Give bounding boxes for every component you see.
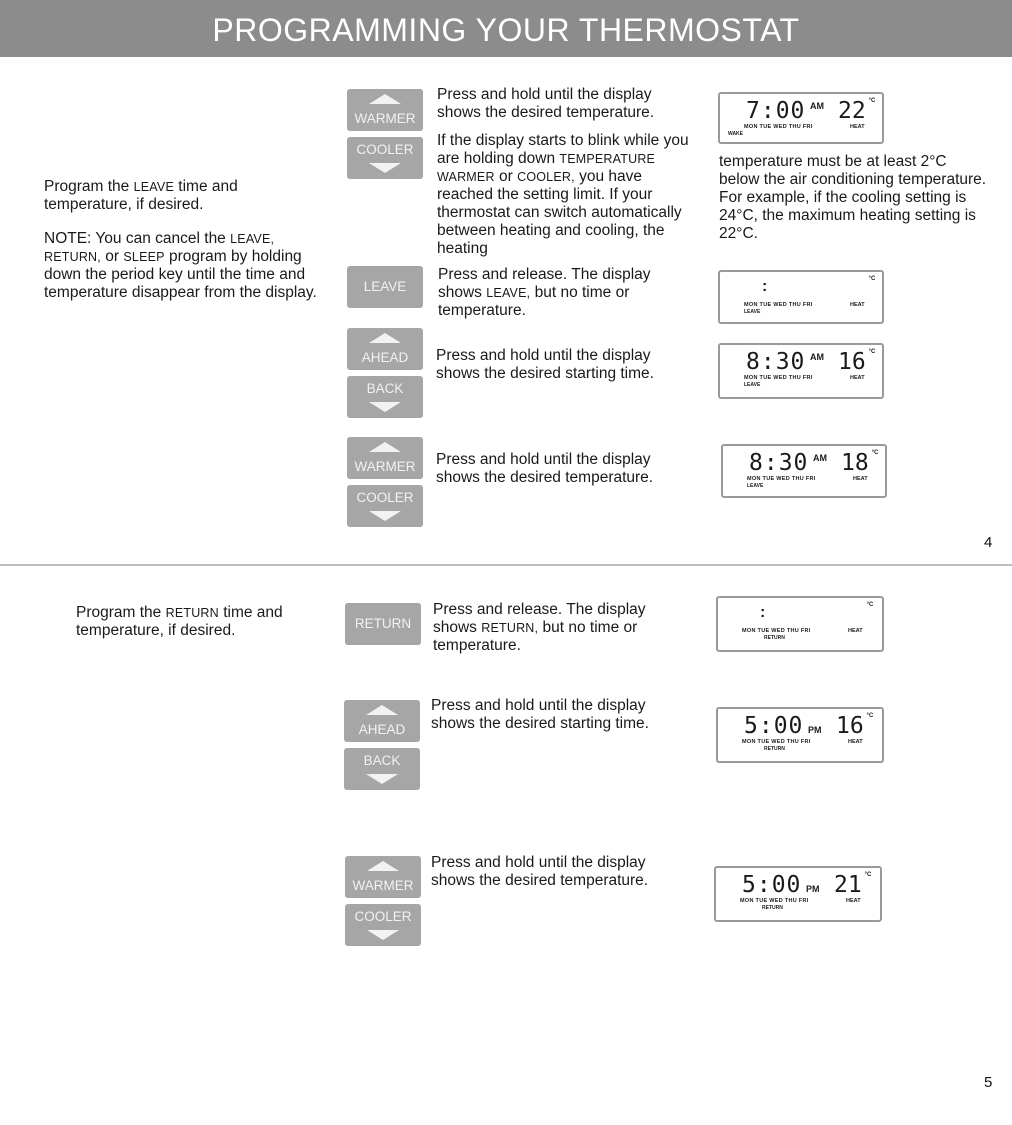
ahead-label: AHEAD [361, 350, 409, 365]
display-time: 5:00 [744, 713, 804, 739]
display-days: MON TUE WED THU FRI [744, 302, 813, 308]
display-unit: °C [868, 276, 876, 282]
display-time: 5:00 [742, 872, 802, 898]
back-button[interactable] [344, 748, 420, 790]
display-unit: °C [866, 602, 874, 608]
display-period: LEAVE [744, 309, 761, 315]
display-period: WAKE [728, 131, 743, 137]
display-ampm: PM [806, 884, 820, 894]
display-temp: 18 [841, 450, 869, 476]
display-temp: 21 [834, 872, 862, 898]
up-arrow-icon [369, 94, 401, 104]
up-arrow-icon [369, 442, 401, 452]
step-instruction [438, 266, 678, 330]
warmer-label: WARMER [354, 111, 416, 126]
display-period: RETURN [762, 905, 783, 911]
program-leave-text: Program the LEAVE time and temperature, if desired. [44, 178, 238, 213]
down-arrow-icon [367, 930, 399, 940]
display-colon: : [760, 604, 766, 621]
step-text: Press and hold until the display shows the desired temperature. [431, 854, 649, 889]
program-return-text: Program the RETURN time and temperature, if desired. [76, 604, 283, 639]
display-period: RETURN [764, 635, 785, 641]
display-ampm: AM [810, 101, 824, 111]
page-header [0, 0, 1012, 57]
display-mode: HEAT [848, 628, 863, 634]
thermostat-display [718, 343, 884, 399]
display-days: MON TUE WED THU FRI [742, 628, 811, 634]
thermostat-display [718, 270, 884, 324]
display-colon: : [762, 278, 768, 295]
display-ampm: AM [810, 352, 824, 362]
display-mode: HEAT [850, 375, 865, 381]
warmer-label: WARMER [354, 459, 416, 474]
display-unit: °C [866, 713, 874, 719]
display-temp: 16 [838, 349, 866, 375]
display-mode: HEAT [850, 124, 865, 130]
display-temp: 16 [836, 713, 864, 739]
cooler-label: COOLER [354, 909, 412, 924]
display-unit: °C [864, 872, 872, 878]
display-days: MON TUE WED THU FRI [744, 375, 813, 381]
up-arrow-icon [369, 333, 401, 343]
thermostat-display [718, 92, 884, 144]
back-label: BACK [366, 381, 404, 396]
display-time: 8:30 [746, 349, 806, 375]
step-text: Press and release. The display shows LEAVE, but no time or temperature. [438, 266, 651, 319]
warmer-button[interactable] [347, 89, 423, 131]
step-instruction [431, 854, 681, 900]
display-time: 7:00 [746, 98, 806, 124]
cooler-button[interactable] [347, 485, 423, 527]
page-title: PROGRAMMING YOUR THERMOSTAT [212, 12, 800, 48]
step-instruction [433, 601, 673, 665]
display-period: LEAVE [744, 382, 761, 388]
step-text: Press and hold until the display shows the desired temperature. [437, 86, 655, 121]
warmer-button[interactable] [345, 856, 421, 898]
ahead-button[interactable] [347, 328, 423, 370]
blink-note: If the display starts to blink while you are holding down TEMPERATURE WARMER or COOLER, you have reached the setting limit. If your thermostat can switch automatically between heating and cooling, the heating [437, 132, 689, 257]
leave-button[interactable] [347, 266, 423, 308]
warmer-button[interactable] [347, 437, 423, 479]
cooler-button[interactable] [347, 137, 423, 179]
display-mode: HEAT [853, 476, 868, 482]
warmer-label: WARMER [352, 878, 414, 893]
thermostat-display [716, 707, 884, 763]
page-number: 4 [984, 534, 993, 551]
page-divider [0, 564, 1012, 566]
display-ampm: PM [808, 725, 822, 735]
display-unit: °C [868, 98, 876, 104]
display-days: MON TUE WED THU FRI [744, 124, 813, 130]
step-text: Press and hold until the display shows the desired temperature. [436, 451, 654, 486]
display-mode: HEAT [850, 302, 865, 308]
cooler-button[interactable] [345, 904, 421, 946]
display-ampm: AM [813, 453, 827, 463]
display-unit: °C [868, 349, 876, 355]
thermostat-display [716, 596, 884, 652]
cooler-label: COOLER [356, 490, 414, 505]
display-days: MON TUE WED THU FRI [747, 476, 816, 482]
thermostat-display [721, 444, 887, 498]
display-mode: HEAT [848, 739, 863, 745]
display-mode: HEAT [846, 898, 861, 904]
step-text: Press and hold until the display shows the desired starting time. [431, 697, 649, 732]
down-arrow-icon [366, 774, 398, 784]
back-button[interactable] [347, 376, 423, 418]
ahead-button[interactable] [344, 700, 420, 742]
page-number: 5 [984, 1074, 993, 1091]
thermostat-display [714, 866, 882, 922]
cancel-note-text: NOTE: You can cancel the LEAVE, RETURN, or SLEEP program by holding down the period key until the time and temperature disappear from the display. [44, 230, 317, 301]
side-note-return [76, 604, 316, 656]
display-time: 8:30 [749, 450, 809, 476]
back-label: BACK [363, 753, 401, 768]
step-instruction [436, 451, 686, 497]
step-instruction [437, 86, 699, 268]
display-days: MON TUE WED THU FRI [742, 739, 811, 745]
display-days: MON TUE WED THU FRI [740, 898, 809, 904]
step-text: Press and release. The display shows RETURN, but no time or temperature. [433, 601, 646, 654]
return-button[interactable] [345, 603, 421, 645]
cooler-label: COOLER [356, 142, 414, 157]
ahead-label: AHEAD [358, 722, 406, 737]
display-period: RETURN [764, 746, 785, 752]
step-text: Press and hold until the display shows the desired starting time. [436, 347, 654, 382]
display-unit: °C [871, 450, 879, 456]
side-note-leave [44, 178, 324, 318]
up-arrow-icon [367, 861, 399, 871]
down-arrow-icon [369, 511, 401, 521]
up-arrow-icon [366, 705, 398, 715]
return-label: RETURN [354, 616, 412, 631]
display-period: LEAVE [747, 483, 764, 489]
display-temp: 22 [838, 98, 866, 124]
step-instruction [436, 347, 686, 393]
continued-text: temperature must be at least 2°C below the air conditioning temperature. For example, if the cooling setting is 24°C, the maximum heating setting is 22°C. [719, 153, 987, 242]
step-instruction [431, 697, 681, 743]
leave-label: LEAVE [363, 279, 407, 294]
down-arrow-icon [369, 163, 401, 173]
down-arrow-icon [369, 402, 401, 412]
